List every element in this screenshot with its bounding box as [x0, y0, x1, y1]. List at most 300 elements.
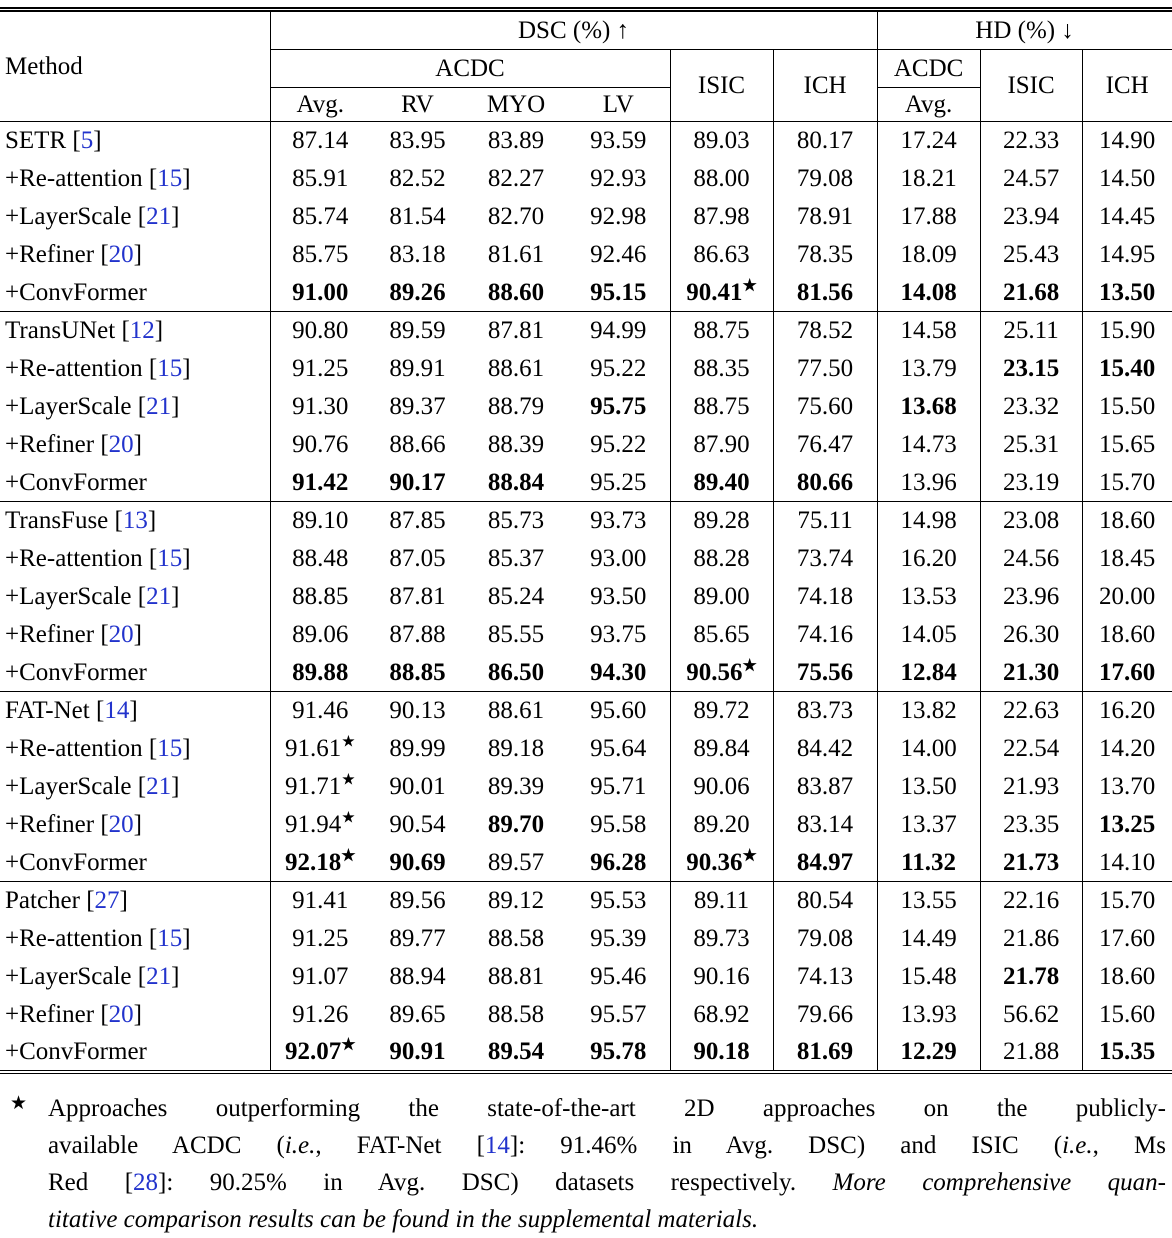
value-cell: 12.84 — [877, 654, 980, 692]
value-cell: 89.06 — [292, 620, 349, 648]
citation-link[interactable]: 20 — [108, 620, 134, 648]
citation-link[interactable]: 21 — [146, 772, 172, 800]
value-cell: 89.28 — [670, 502, 773, 540]
value-cell: 92.98 — [567, 198, 670, 236]
value-cell: 90.06 — [670, 768, 773, 806]
value-cell: 13.50 — [1082, 274, 1172, 312]
value-cell: 14.08 — [877, 274, 980, 312]
citation-link[interactable]: 20 — [108, 1000, 134, 1028]
value-cell: 15.70 — [1082, 882, 1172, 920]
value-cell: 95.53 — [567, 882, 670, 920]
value-cell: 25.11 — [980, 312, 1082, 350]
value-cell: 95.25 — [567, 464, 670, 502]
method-cell: +ConvFormer — [0, 844, 270, 882]
value-cell: 89.18 — [487, 734, 545, 762]
ich-hd-header: ICH — [1082, 50, 1172, 122]
value-cell: 13.79 — [877, 350, 980, 388]
value-cell: 89.00 — [670, 578, 773, 616]
value-cell: 96.28 — [567, 844, 670, 882]
table-row — [0, 312, 1172, 350]
table-row — [0, 274, 1172, 312]
table-row — [0, 996, 1172, 1034]
value-cell: 15.65 — [1082, 426, 1172, 464]
footnote-line — [48, 1090, 1166, 1127]
value-cell: 81.61 — [487, 240, 545, 268]
value-cell: 20.00 — [1082, 578, 1172, 616]
value-cell: 95.60 — [567, 692, 670, 730]
value-cell: 90.56★ — [670, 654, 773, 692]
table-row — [0, 692, 1172, 730]
value-cell: 91.00 — [292, 278, 349, 306]
results-table — [0, 7, 1172, 1074]
value-cell: 88.75 — [670, 312, 773, 350]
value-cell: 89.11 — [670, 882, 773, 920]
method-cell: +ConvFormer — [0, 654, 270, 692]
acdc-hd-header: ACDC — [877, 50, 980, 88]
method-cell: +LayerScale [21] — [0, 578, 270, 616]
value-cell: 87.14 — [270, 122, 370, 160]
value-cell: 86.50 — [487, 658, 545, 686]
footnote-segment: , FAT-Net [ — [315, 1131, 485, 1159]
value-cell: 87.81 — [465, 312, 567, 350]
value-cell: 17.60 — [1082, 654, 1172, 692]
value-cell: 90.17 — [389, 468, 446, 496]
method-cell: +Re-attention [15] — [0, 540, 270, 578]
footnote-segment: Red [ — [48, 1168, 134, 1196]
citation-link[interactable]: 15 — [157, 164, 183, 192]
hd-section-header: HD (%) ↓ — [877, 10, 1172, 50]
method-cell: +Refiner [20] — [0, 806, 270, 844]
footnote — [0, 1090, 1172, 1238]
value-cell: 88.58 — [487, 1000, 545, 1028]
value-cell: 15.60 — [1082, 996, 1172, 1034]
value-cell: 90.41★ — [670, 274, 773, 312]
value-cell: 15.40 — [1082, 350, 1172, 388]
value-cell: 78.91 — [773, 198, 877, 236]
value-cell: 14.10 — [1082, 844, 1172, 882]
star-icon: ★ — [742, 847, 757, 865]
value-cell: 91.25 — [292, 924, 349, 952]
value-cell: 88.48 — [292, 544, 349, 572]
value-cell: 23.96 — [980, 578, 1082, 616]
value-cell: 23.08 — [980, 502, 1082, 540]
table-row — [0, 958, 1172, 996]
value-cell: 91.94★ — [284, 809, 356, 838]
value-cell: 81.69 — [773, 1034, 877, 1072]
value-cell: 16.20 — [877, 540, 980, 578]
value-cell: 90.69 — [389, 848, 446, 876]
value-cell: 89.73 — [670, 920, 773, 958]
value-cell: 93.50 — [567, 578, 670, 616]
method-cell: +Re-attention [15] — [0, 350, 270, 388]
value-cell: 85.91 — [292, 164, 349, 192]
value-cell: 91.46 — [270, 692, 370, 730]
value-cell: 18.45 — [1082, 540, 1172, 578]
table-row — [0, 730, 1172, 768]
value-cell: 90.01 — [389, 772, 446, 800]
footnote-emphasis: i.e. — [284, 1131, 316, 1159]
citation-link[interactable]: 21 — [146, 392, 172, 420]
dsc-section-header: DSC (%) ↑ — [270, 10, 877, 50]
value-cell: 85.75 — [292, 240, 349, 268]
value-cell: 88.84 — [487, 468, 545, 496]
value-cell: 79.66 — [773, 996, 877, 1034]
value-cell: 91.71★ — [284, 771, 356, 800]
value-cell: 22.16 — [980, 882, 1082, 920]
citation-link[interactable]: 5 — [80, 127, 94, 154]
value-cell: 17.60 — [1082, 920, 1172, 958]
table-row — [0, 426, 1172, 464]
value-cell: 85.37 — [487, 544, 545, 572]
value-cell: 22.54 — [980, 730, 1082, 768]
value-cell: 93.75 — [567, 616, 670, 654]
value-cell: 18.09 — [877, 236, 980, 274]
table-row — [0, 388, 1172, 426]
table-row — [0, 806, 1172, 844]
method-cell: +LayerScale [21] — [0, 958, 270, 996]
value-cell: 88.61 — [465, 692, 567, 730]
star-icon: ★ — [10, 1092, 28, 1114]
footnote-segment: ]: 91.46% in Avg. DSC) and ISIC ( — [509, 1131, 1063, 1159]
footnote-segment: , Ms — [1092, 1131, 1166, 1159]
method-cell: +ConvFormer — [0, 464, 270, 502]
citation-link[interactable]: 21 — [146, 582, 172, 610]
value-cell: 89.84 — [670, 730, 773, 768]
value-cell: 92.07★ — [284, 1036, 356, 1065]
value-cell: 17.24 — [877, 122, 980, 160]
star-icon: ★ — [341, 771, 356, 789]
isic-hd-header: ISIC — [980, 50, 1082, 122]
lv-column-header: LV — [567, 88, 670, 122]
table-row — [0, 768, 1172, 806]
method-cell: +LayerScale [21] — [0, 388, 270, 426]
value-cell: 95.57 — [567, 996, 670, 1034]
table-row — [0, 844, 1172, 882]
value-cell: 25.43 — [980, 236, 1082, 274]
citation-link[interactable]: 20 — [108, 240, 134, 268]
value-cell: 95.15 — [567, 274, 670, 312]
value-cell: 83.87 — [773, 768, 877, 806]
value-cell: 18.21 — [877, 160, 980, 198]
value-cell: 81.56 — [773, 274, 877, 312]
value-cell: 95.22 — [567, 350, 670, 388]
value-cell: 95.58 — [567, 806, 670, 844]
value-cell: 87.98 — [670, 198, 773, 236]
value-cell: 87.90 — [670, 426, 773, 464]
citation-link[interactable]: 15 — [157, 354, 183, 382]
value-cell: 87.85 — [370, 502, 465, 540]
value-cell: 89.40 — [670, 464, 773, 502]
table-row — [0, 160, 1172, 198]
value-cell: 25.31 — [980, 426, 1082, 464]
footnote-segment: ]: 90.25% in Avg. DSC) datasets respectively. — [158, 1168, 833, 1196]
value-cell: 13.55 — [877, 882, 980, 920]
value-cell: 95.64 — [567, 730, 670, 768]
footnote-emphasis: titative comparison results can be found in the supplemental materials. — [48, 1205, 759, 1233]
citation-link[interactable]: 14 — [104, 697, 130, 724]
value-cell: 95.75 — [567, 388, 670, 426]
value-cell: 13.96 — [877, 464, 980, 502]
value-cell: 80.17 — [773, 122, 877, 160]
value-cell: 88.79 — [487, 392, 545, 420]
citation-link[interactable]: 27 — [94, 887, 120, 914]
value-cell: 23.19 — [980, 464, 1082, 502]
value-cell: 11.32 — [877, 844, 980, 882]
value-cell: 14.20 — [1082, 730, 1172, 768]
star-icon: ★ — [341, 847, 356, 865]
isic-dsc-header: ISIC — [670, 50, 773, 122]
value-cell: 14.00 — [877, 730, 980, 768]
citation-link[interactable]: 20 — [108, 810, 134, 838]
value-cell: 24.56 — [980, 540, 1082, 578]
footnote-segment: available ACDC ( — [48, 1131, 285, 1159]
value-cell: 22.33 — [980, 122, 1082, 160]
value-cell: 95.71 — [567, 768, 670, 806]
value-cell: 75.11 — [773, 502, 877, 540]
value-cell: 17.88 — [877, 198, 980, 236]
method-cell: TransUNet [12] — [0, 312, 270, 350]
myo-column-header: MYO — [465, 88, 567, 122]
method-cell: Patcher [27] — [0, 882, 270, 920]
method-cell: +LayerScale [21] — [0, 198, 270, 236]
value-cell: 13.93 — [877, 996, 980, 1034]
table-row — [0, 198, 1172, 236]
value-cell: 85.55 — [487, 620, 545, 648]
ich-dsc-header: ICH — [773, 50, 877, 122]
value-cell: 92.18★ — [284, 847, 356, 876]
value-cell: 21.78 — [980, 958, 1082, 996]
value-cell: 89.91 — [389, 354, 446, 382]
value-cell: 13.25 — [1082, 806, 1172, 844]
value-cell: 90.76 — [292, 430, 349, 458]
value-cell: 95.39 — [567, 920, 670, 958]
star-icon: ★ — [341, 733, 356, 751]
value-cell: 14.58 — [877, 312, 980, 350]
value-cell: 91.42 — [292, 468, 349, 496]
value-cell: 79.08 — [773, 160, 877, 198]
method-cell: +LayerScale [21] — [0, 768, 270, 806]
value-cell: 88.85 — [389, 658, 446, 686]
value-cell: 23.35 — [980, 806, 1082, 844]
table-header — [0, 10, 1172, 122]
value-cell: 88.94 — [389, 962, 446, 990]
footnote-emphasis: i.e. — [1062, 1131, 1093, 1159]
value-cell: 90.91 — [389, 1037, 446, 1065]
value-cell: 93.73 — [567, 502, 670, 540]
method-cell: +Re-attention [15] — [0, 730, 270, 768]
footnote-segment: Approaches outperforming the state-of-the-art 2D approaches on the publicly- — [48, 1094, 1166, 1122]
value-cell: 14.95 — [1082, 236, 1172, 274]
value-cell: 88.58 — [487, 924, 545, 952]
value-cell: 88.35 — [670, 350, 773, 388]
citation-link[interactable]: 21 — [146, 202, 172, 230]
value-cell: 93.59 — [567, 122, 670, 160]
value-cell: 13.53 — [877, 578, 980, 616]
value-cell: 74.18 — [773, 578, 877, 616]
value-cell: 85.74 — [292, 202, 349, 230]
value-cell: 94.99 — [567, 312, 670, 350]
method-column-header: Method — [0, 10, 270, 122]
method-cell: +Refiner [20] — [0, 236, 270, 274]
value-cell: 82.70 — [487, 202, 545, 230]
method-cell: +Refiner [20] — [0, 996, 270, 1034]
value-cell: 83.95 — [370, 122, 465, 160]
footnote-line — [48, 1201, 1166, 1238]
value-cell: 26.30 — [980, 616, 1082, 654]
value-cell: 14.50 — [1082, 160, 1172, 198]
value-cell: 87.81 — [389, 582, 446, 610]
value-cell: 21.86 — [980, 920, 1082, 958]
value-cell: 89.57 — [487, 848, 545, 876]
value-cell: 90.13 — [370, 692, 465, 730]
value-cell: 90.80 — [270, 312, 370, 350]
value-cell: 88.75 — [670, 388, 773, 426]
value-cell: 89.03 — [670, 122, 773, 160]
value-cell: 14.45 — [1082, 198, 1172, 236]
value-cell: 85.73 — [465, 502, 567, 540]
value-cell: 14.73 — [877, 426, 980, 464]
value-cell: 68.92 — [670, 996, 773, 1034]
value-cell: 89.56 — [370, 882, 465, 920]
value-cell: 89.65 — [389, 1000, 446, 1028]
star-icon: ★ — [742, 277, 757, 295]
value-cell: 90.36★ — [670, 844, 773, 882]
value-cell: 75.56 — [773, 654, 877, 692]
method-cell: +Re-attention [15] — [0, 920, 270, 958]
value-cell: 83.89 — [465, 122, 567, 160]
value-cell: 21.30 — [980, 654, 1082, 692]
value-cell: 16.20 — [1082, 692, 1172, 730]
value-cell: 89.59 — [370, 312, 465, 350]
value-cell: 13.82 — [877, 692, 980, 730]
value-cell: 91.26 — [292, 1000, 349, 1028]
value-cell: 94.30 — [567, 654, 670, 692]
value-cell: 91.61★ — [284, 733, 356, 762]
value-cell: 21.88 — [980, 1034, 1082, 1072]
value-cell: 89.88 — [292, 658, 349, 686]
value-cell: 86.63 — [670, 236, 773, 274]
star-icon: ★ — [341, 1036, 356, 1054]
table-row — [0, 578, 1172, 616]
value-cell: 23.32 — [980, 388, 1082, 426]
value-cell: 88.60 — [487, 278, 545, 306]
value-cell: 15.90 — [1082, 312, 1172, 350]
table-row — [0, 882, 1172, 920]
value-cell: 84.97 — [773, 844, 877, 882]
value-cell: 80.54 — [773, 882, 877, 920]
value-cell: 12.29 — [877, 1034, 980, 1072]
value-cell: 91.25 — [292, 354, 349, 382]
value-cell: 88.81 — [487, 962, 545, 990]
value-cell: 89.39 — [487, 772, 545, 800]
value-cell: 23.94 — [980, 198, 1082, 236]
table-body — [0, 122, 1172, 1072]
footnote-emphasis: More comprehensive quan- — [832, 1168, 1166, 1196]
value-cell: 95.22 — [567, 426, 670, 464]
citation-link[interactable]: 15 — [157, 924, 183, 952]
value-cell: 78.35 — [773, 236, 877, 274]
value-cell: 83.18 — [389, 240, 446, 268]
value-cell: 89.20 — [670, 806, 773, 844]
value-cell: 82.27 — [487, 164, 545, 192]
value-cell: 21.93 — [980, 768, 1082, 806]
method-cell: FAT-Net [14] — [0, 692, 270, 730]
citation-link[interactable]: 28 — [133, 1168, 159, 1196]
table-row — [0, 654, 1172, 692]
table-row — [0, 464, 1172, 502]
value-cell: 15.50 — [1082, 388, 1172, 426]
table-row — [0, 502, 1172, 540]
method-cell: +Re-attention [15] — [0, 160, 270, 198]
citation-link[interactable]: 20 — [108, 430, 134, 458]
value-cell: 89.70 — [487, 810, 545, 838]
value-cell: 89.10 — [270, 502, 370, 540]
value-cell: 88.00 — [670, 160, 773, 198]
value-cell: 91.30 — [292, 392, 349, 420]
value-cell: 84.42 — [773, 730, 877, 768]
method-cell: +ConvFormer — [0, 1034, 270, 1072]
method-cell: +Refiner [20] — [0, 426, 270, 464]
citation-link[interactable]: 12 — [129, 317, 155, 344]
value-cell: 82.52 — [389, 164, 446, 192]
citation-link[interactable]: 21 — [146, 962, 172, 990]
footnote-text — [48, 1090, 1166, 1238]
value-cell: 85.65 — [670, 616, 773, 654]
value-cell: 18.60 — [1082, 502, 1172, 540]
value-cell: 14.49 — [877, 920, 980, 958]
value-cell: 18.60 — [1082, 958, 1172, 996]
value-cell: 88.66 — [389, 430, 446, 458]
value-cell: 89.77 — [389, 924, 446, 952]
value-cell: 13.37 — [877, 806, 980, 844]
value-cell: 13.50 — [877, 768, 980, 806]
value-cell: 23.15 — [980, 350, 1082, 388]
value-cell: 92.46 — [567, 236, 670, 274]
star-icon: ★ — [742, 657, 757, 675]
value-cell: 89.54 — [487, 1037, 545, 1065]
value-cell: 95.46 — [567, 958, 670, 996]
citation-link[interactable]: 13 — [122, 507, 148, 534]
value-cell: 76.47 — [773, 426, 877, 464]
citation-link[interactable]: 15 — [157, 544, 183, 572]
value-cell: 90.54 — [389, 810, 446, 838]
value-cell: 74.13 — [773, 958, 877, 996]
citation-link[interactable]: 14 — [484, 1131, 510, 1159]
value-cell: 14.98 — [877, 502, 980, 540]
value-cell: 83.14 — [773, 806, 877, 844]
value-cell: 88.61 — [487, 354, 545, 382]
value-cell: 14.90 — [1082, 122, 1172, 160]
citation-link[interactable]: 15 — [157, 734, 183, 762]
value-cell: 87.88 — [389, 620, 446, 648]
value-cell: 88.85 — [292, 582, 349, 610]
value-cell: 93.00 — [567, 540, 670, 578]
table-row — [0, 350, 1172, 388]
value-cell: 89.37 — [389, 392, 446, 420]
value-cell: 13.68 — [877, 388, 980, 426]
value-cell: 88.28 — [670, 540, 773, 578]
value-cell: 22.63 — [980, 692, 1082, 730]
star-icon: ★ — [341, 809, 356, 827]
value-cell: 21.68 — [980, 274, 1082, 312]
value-cell: 74.16 — [773, 616, 877, 654]
value-cell: 89.72 — [670, 692, 773, 730]
value-cell: 15.70 — [1082, 464, 1172, 502]
hd-avg-column-header: Avg. — [877, 88, 980, 122]
value-cell: 91.41 — [270, 882, 370, 920]
value-cell: 79.08 — [773, 920, 877, 958]
value-cell: 90.16 — [670, 958, 773, 996]
